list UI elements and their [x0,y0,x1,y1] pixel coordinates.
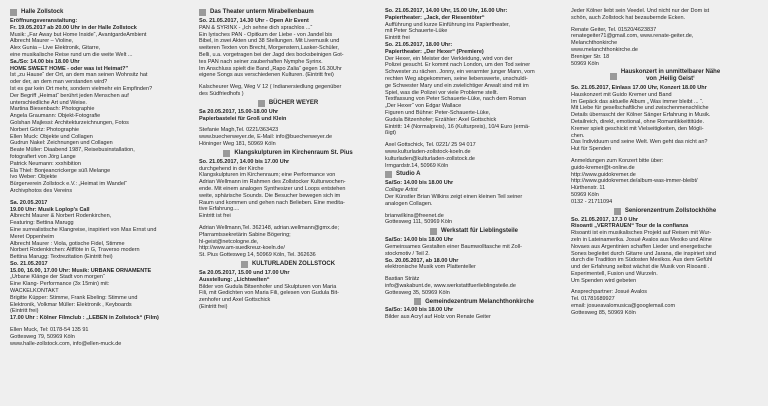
info-line: WACKELKONTAKT [10,288,59,295]
info-line: Gemeinsames Gestalten einer Baumwolltasche mit Zoll- [385,243,522,250]
event-headline: Eröffnungsveranstaltung: [10,18,78,24]
info-line: www.halle-zollstock.com, info@ellen-muck.de [10,340,122,347]
info-line: Details überrascht der Kölner Sänger Erfahrung in Musik. [571,112,711,119]
info-line: 0132 - 21711094 [571,198,613,205]
info-line: Risoanti ist ein musikalisches Projekt auf Reisen mit Wur- [571,230,712,237]
event-headline: Ausstellung: „Lichtwelten“ [199,276,270,283]
info-line: ßigt) [385,130,396,137]
info-line: Martina Biesenbach: Photographie [10,106,95,113]
info-line: zenhofer und Axel Gottschick [199,297,271,304]
info-line: Collage Artist [385,187,418,194]
info-line: Ellen Muck, Tel: 0178-54 135 91 [10,327,89,334]
info-line: chen. [571,132,585,139]
info-line: Gudula Bitzenhofer; Erzähler: Axel Gottschick [385,116,497,123]
event-headline: 17.00 Uhr : Kölner Filmclub : „LEBEN in Zollstock“ (Film) [10,315,159,322]
venue-heading [571,208,759,215]
info-line: Sones begleitet durch Gitarre und Jarana, die inspiriert sind [571,250,716,257]
venue-title: Studio A [396,171,421,178]
info-line: Elektronik, Volkmar Müller: Elektronik , Keyboards [10,301,132,308]
column-2 [199,8,377,404]
info-line: Irmgardstr.14, 50969 Köln [385,162,449,169]
event-block-halle-zollstock [10,9,190,347]
event-headline: HOME SWEET HOME - oder was ist Heimat?" [10,65,129,72]
event-headline: 19.00 Uhr: Musik Loplop's Call [10,206,90,213]
info-line: eine musikalische Reise rund um die weite Welt ... [10,51,133,58]
info-line: Spiel, was die Polizei vor viele Probleme stellt. [385,89,499,96]
info-line: Adrian Wellmann im Rahmen des Zollstocker Kulturwochen- [199,179,346,186]
venue-heading [199,150,377,157]
info-line: oder der, an dem man verstanden wird? [10,79,108,86]
info-line: Ist „zu Hause“ der Ort, an dem man seinen Wohnsitz hat [10,72,148,79]
info-line: Kalscheurer Weg, Weg V 12 ( Indianersiedlung gegenüber [199,84,342,91]
info-line: Mit Liebe für gesellschaftliche und zwischenmenschliche [571,105,709,112]
info-line: Gudrun Nakel: Zeichnungen und Collagen [10,140,113,147]
venue-heading [199,100,377,107]
info-line: http://www.guidokremer.de/album-was-immer-bleibt/ [571,178,698,185]
info-line: Patrick Neumann: xxxhibition [10,160,81,167]
event-headline: So. 20.05.2017, ab 18.00 Uhr [385,257,459,264]
info-line: Kremer spielt geschickt mit Vielseitigkeiten, den Mögli- [571,125,704,132]
info-line: rechten Weg abgekommen, seine liebenswerte, unschuldi- [385,75,528,82]
info-line: ge Schwester Mary und ein zwielichtiger Anwalt sind mit im [385,82,529,89]
event-headline: Sa/So: 14.00 bis 18.00 Uhr [385,180,454,187]
info-line: durch die Tradition im Südosten Mexikos. Aus dem Gefühl [571,257,713,264]
info-line: Golshan Majlessi: Architekturzeichnungen, Fotos [10,119,129,126]
info-line: Albrecht Maurer & Norbert Rodenkirchen, [10,213,112,220]
info-line: Musik: „Far Away but Home Inside“, AvantgardeAmbient [10,31,147,38]
event-headline: Sa/So: 14.00 bis 18.00 Uhr [385,237,454,244]
info-line: Anmeldungen zum Konzert bitte über: [571,157,664,164]
info-line: brianwilkins@freenet.de [385,212,444,219]
info-line: Brigitte Küpper: Stimme, Frank Ebeling: Stimme und [10,294,138,301]
event-headline: Sa 20.05.2017, 15.00 und 17.00 Uhr [199,269,290,276]
venue-title: BÜCHER WEYER [268,99,319,106]
info-line: Breniger Str. 18 [571,53,610,60]
info-line: email: josueavalomusica@googlemail.com [571,303,676,310]
event-block-klangskulpturen-im-kirchenraum-st-pius [199,150,377,259]
info-line: Polizei gesucht. Er kommt nach London, um den Tod seiner [385,62,531,69]
info-line: www.melanchthonkirche.de [571,46,638,53]
venue-heading [385,228,563,235]
column-3 [385,8,563,404]
info-line: Raum und kommen und gehen nach Belieben. Eine medita- [199,199,345,206]
info-line: Ansprechpartner: Josué Avalos [571,289,648,296]
square-bullet-icon [614,208,621,215]
event-headline: Sa. 20.05.2017 [10,199,48,206]
info-line: Albrecht Maurer – Violine, [10,38,74,45]
info-line: unterschiedliche Art und Weise. [10,99,87,106]
event-headline: Papiertheater: „Der Hexer“ (Premiere) [385,48,484,55]
column-1 [10,8,190,404]
event-headline: So. 21.05.2017, 17.3 0 Uhr [571,216,638,223]
info-line: Detailreich, direkt, emotional, ohne Romantikkeittitüde. [571,118,704,125]
event-headline: So. 21.05.2017, 18.00 Uhr: [385,41,453,48]
column-4 [571,8,759,404]
info-line: Gottesweg 111, 50969 Köln [385,219,453,226]
info-line: Norbert Rodenkirchen: Altflöte in G, Traverso modern [10,247,140,254]
info-line: Fili, mit Gedichten von Maria Fili, gelesen von Gudula Bit- [199,290,340,297]
event-headline: So. 21.05.2017 [10,260,48,267]
info-line: Jeder Kölner liebt sein Veedel. Und nicht nur der Dom ist [571,8,710,14]
info-line: ende. Mit einem analogen Synthesizer und Loops entstehen [199,185,346,192]
event-block-block [385,8,563,169]
info-line: Bilder aus Acryl auf Holz von Renate Geiter [385,314,491,321]
info-line: weiteren Texten von Brecht, Morgenstern,Lasker-Schüler, [199,45,339,52]
venue-title: Gemeindezentrum Melanchthonkirche [425,298,534,305]
venue-title: Hauskonzert in unmittelbarer Nähe von ‚Heilig Geist‘ [620,69,721,83]
square-bullet-icon [430,228,437,235]
event-headline: So. 21.05.2017, 14.00 bis 17.00 Uhr [199,158,290,165]
info-line: Eine surrealistische Klangreise, inspiriert von Max Ernst und [10,226,157,233]
info-line: Im Gepäck das aktuelle Album „ Was immer bleibt ... “. [571,98,704,105]
event-headline: Sa./So: 14.00 bis 18.00 Uhr [10,58,80,65]
event-block-studio-a [385,171,563,226]
info-line: Albrecht Maurer : Viola, gotische Fidel, Stimme [10,240,125,247]
info-line: und der Erfahrung selbst wächst die Musik von Risoanti . [571,264,710,271]
event-headline: So. 21.05.2017, 14.30 Uhr - Open Air Event [199,18,309,24]
info-line: Klangskulpturen im Kirchenraum; eine Performance von [199,172,336,179]
info-line: Figuren und Bühne: Peter-Schauerte-Lüke, [385,109,491,116]
info-line: Renate Geiter, Tel. 01520/4623837 [571,26,657,33]
info-line: Norbert Görtz: Photographie [10,126,80,133]
venue-title: Das Theater unterm Mirabellenbaum [210,9,314,16]
event-block-gemeindezentrum-melanchthonkirche [385,298,563,321]
info-line: analogen Collagen. [385,200,433,207]
info-line: Der Künstler Brian Wilkins zeigt einen kleinen Teil seiner [385,193,523,200]
venue-heading [199,9,377,16]
venue-heading [385,298,563,305]
info-line: Der Begriff „Heimat“ berührt jeden Menschen auf [10,92,129,99]
info-line: Stefanie Magh,Tel. 0221/363423 [199,127,279,134]
info-line: Pfarramtssekretärin Sabine Bögering; [199,231,291,238]
info-line: Eintritt: 14 (Normalpreis), 16 (Kulturpreis), 10/4 Euro (ermä- [385,123,530,130]
event-headline: So. 21.05.2017, Einlass 17.00 Uhr, Konzert 18.00 Uhr [571,84,707,91]
info-line: Axel Gottschick, Tel. 0221/ 25 94 017 [385,142,476,149]
info-line: Bastian Strätz [385,276,420,283]
square-bullet-icon [258,100,265,107]
info-line: Textfassung von Peter Schauerte-Lüke, nach dem Roman [385,96,527,103]
info-line: „Der Hexer“ von Edgar Wallace [385,103,462,110]
info-line: Hut für Spenden [571,146,612,153]
info-line: Adrian Wellmann,Tel. 362148, adrian.wellmann@gmx.de; [199,224,340,231]
info-line: Ivo Weber: Objekte [10,174,57,181]
info-line: Eintritt frei [385,35,410,42]
info-line: „Urbane Klänge der Stadt von morgen“ [10,274,105,281]
info-line: Der Hexer, ein Meister der Verkleidung, wird von der [385,55,513,62]
info-line: guido-kremer@t-online.de [571,164,635,171]
info-line: (Eintritt frei) [199,303,228,310]
venue-heading [385,171,563,178]
info-line: Gottesweg 35, 50969 Köln [385,289,450,296]
info-line: Beate Müller: Diaabend 1987, Reisebusinstallation, [10,147,135,154]
info-line: info@wakabunt.de, www.werkstattfuerlieblingsteile.de [385,282,516,289]
event-block-das-theater-unterm-mirabellenbaum [199,9,377,98]
info-line: Eintritt ist frei [199,213,231,220]
event-headline: Papierbastelei für Groß und Klein [199,115,287,122]
info-line: Bilder von Gudula Bitsenhofer und Skulpturen von Maria [199,283,337,290]
info-line: Bibel, in zwei Akten und 38 Stellungen. Mit Livemusik und [199,38,340,45]
event-headline: Papiertheater: „Jack, der Riesentöter“ [385,14,485,21]
venue-heading [10,9,190,16]
venue-title: KULTURLADEN ZOLLSTOCK [251,261,336,267]
info-line: durchgehend in der Kirche [199,165,264,172]
event-headline: Risoanti „VERTRAUEN“ Tour de la confianza [571,223,689,230]
info-line: Ela Thiel: Bonjeancrickerge süß Melange [10,167,111,174]
info-line: Ellen Muck: Objekte und Collagen [10,133,93,140]
info-line: hl-geist@netcologne.de, [199,238,259,245]
info-line: Experimentell, Fusion und Wurzeln. [571,270,658,277]
info-line: St. Pius Gottesweg 14, 50969 Köln, Tel. 362636 [199,252,316,259]
info-line: Angela Graumann: Objekt-Fotografie [10,113,101,120]
event-block-hauskonzert-in-unmittelbarer-n-he-von-he [571,69,759,205]
info-line: zeln in Lateinamerika. Josué Avalos aus Mexiko und Aline [571,236,712,243]
info-line: fotografiert von Jörg Lange [10,153,76,160]
event-block-kulturladen-zollstock [199,261,377,311]
info-line: Eine Klang- Performance (3x 15min) mit: [10,281,110,288]
info-line: Hauskonzert mit Guido Kremer und Band [571,91,672,98]
info-line: Ist es gar kein Ort mehr, sondern vielmehr ein Empfinden? [10,85,153,92]
venue-title: Klangskulpturen im Kirchenraum St. Pius [234,149,353,156]
info-line: mit Peter Schauerte-Lüke [385,28,448,35]
info-line: PAN & SYRINX - „Ich sehne dich sprachlos ...“ [199,24,313,31]
info-line: Bettina Marugg: Textrezitation (Eintritt frei) [10,254,113,261]
info-line: des Südfriedhofs ) [199,90,244,97]
info-line: 50969 Köln [571,60,599,67]
info-line: www.buecherweyer.de, E-Mail: info@buecherweyer.de [199,134,333,141]
info-line: Ein lyrisches PAN - Opitkum der Liebe - von Jandel bis [199,31,333,38]
info-line: 50969 Köln [571,191,599,198]
info-line: Archivphotos des Vereins [10,187,73,194]
event-headline: Sa 20.05.2017, 15.00-18.00 Uhr [199,108,279,115]
info-line: Melanchthonkirche [571,40,618,47]
event-block-werkstatt-f-r-lieblingsteile [385,228,563,296]
square-bullet-icon [10,9,17,16]
info-line: Aufführung und kurze Einführung ins Papiertheater, [385,21,510,28]
info-line: renategeiter71@gmail.com, www.renate-geiter.de, [571,33,694,40]
square-bullet-icon [223,150,230,157]
info-line: elektronische Musik vom Plattenteller [385,264,476,271]
event-headline: Fr. 19.05.2017 ab 20.00 Uhr in der Halle Zollstock [10,24,137,31]
info-line: http://www.am-suedkreuz-koeln.de/ [199,245,285,252]
info-line: stockmotiv / Teil 2. [385,250,430,257]
info-line: Belli, u.a. vorgetragen bei der Jagd des bocksbeinigen Got- [199,51,344,58]
square-bullet-icon [385,171,392,178]
event-headline: So. 21.05.2017, 14.00 Uhr, 15.00 Uhr, 16.00 Uhr: [385,8,508,14]
info-line: Höninger Weg 181, 50969 Köln [199,140,276,147]
venue-title: Halle Zollstock [21,9,64,16]
venue-title: Werkstatt für Lieblingsteile [441,228,518,235]
info-line: (Eintritt frei) [10,308,39,315]
info-line: www.kulturladen-zollstock-koeln.de [385,148,471,155]
event-headline: 15.00, 16.00, 17.00 Uhr: Musik: URBANE ORNAMENTE [10,267,152,274]
info-line: http://www.guidokremer.de [571,171,636,178]
info-line: Featuring: Bettina Marugg [10,220,74,227]
square-bullet-icon [241,261,248,268]
info-line: Novaes aus Argentinien schaffen Lieder und energetische [571,243,712,250]
square-bullet-icon [414,298,421,305]
info-line: Um Spenden wird gebeten [571,277,637,284]
venue-title: Seniorenzentrum Zollstockhöhe [624,207,717,214]
info-line: kulturladen@kulturladen-zollstock.de [385,155,475,162]
info-line: Hürthenstr. 11 [571,185,606,192]
info-line: eigene Songs aus verschiedenen Kulturen. (Eintritt frei) [199,72,334,79]
info-line: Das Individuum und seine Welt. Wen geht das nicht an? [571,139,708,146]
event-block-seniorenzentrum-zollstockh-he [571,208,759,317]
info-line: Bürgerverein Zollstock e.V.: „Heimat im Wandel“ [10,181,127,188]
venue-heading [199,261,377,268]
info-line: Meret Oppenheim [10,233,55,240]
info-line: tive Erfahrung.... [199,206,240,213]
info-line: weite, sphärische Sounds. Die Besucher bewegen sich im [199,192,341,199]
info-line: Schwester zu rächen. Jonny, ein verarmter junger Mann, vom [385,69,535,76]
event-block-b-cher-weyer [199,100,377,148]
info-line: schön, auch Zollstock hat bezaubernde Ecken. [571,14,686,21]
event-headline: Sa/So: 14.00 bis 18.00 Uhr [385,307,454,314]
venue-heading [571,69,759,83]
info-line: Alex Gunia – Live Elektronik, Gitarre, [10,45,101,52]
info-line: Tel. 01781689927 [571,296,615,303]
info-line: tes PAN nach seiner zauberhaften Nymphe Syrinx. [199,58,323,65]
info-line: Gottesweg 85, 50969 Köln [571,309,636,316]
info-line: Im Anschluss spielt die Band „Rapo Zalia“ gegen 16.30Uhr [199,65,342,72]
square-bullet-icon [199,9,206,16]
info-line: Gottesweg 79, 50969 Köln [10,333,75,340]
square-bullet-icon [610,73,617,80]
event-block-block [571,8,759,67]
